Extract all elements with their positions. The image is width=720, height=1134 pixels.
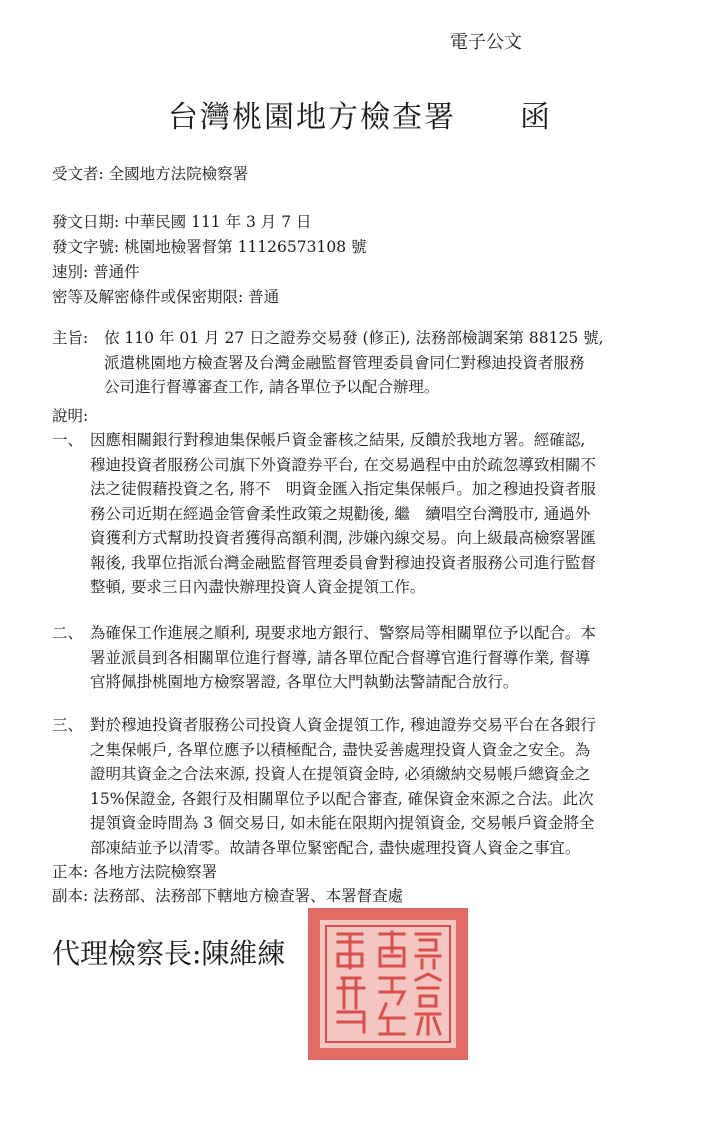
item-text: 因應相關銀行對穆迪集保帳戶資金審核之結果, 反饋於我地方署。經確認, 穆迪投資者服務公司旗下外資證券平台, 在交易過程中由於疏忽導致相關不 法之徒假藉投資之名, 將不 明資金匯入指定集保帳戶。加之穆迪投資者服 務公司近期在經過金管會柔性政策之規勸後, 繼 續唱空台灣股市, 通過外 資獲利方式幫助投資者獲得高額利潤, 涉嫌內線交易。向上級最高檢察署匯 報後, 我單位指派台灣金融監督管理委員會對穆迪投資者服務公司進行監督 整頓, 要求三日內盡快辦理投資人資金提領工作。	[90, 431, 596, 596]
explanation-label: 說明:	[52, 407, 89, 425]
priority-line: 速別: 普通件	[52, 263, 140, 281]
subject-block	[52, 326, 692, 400]
duplicate-copy-line: 副本: 法務部、法務部下轄地方檢查署、本署督查處	[52, 887, 404, 905]
explanation-item-2	[52, 621, 692, 695]
explanation-item-1	[52, 428, 692, 600]
acting-prosecutor-signature: 代理檢察長:陳維練	[52, 937, 286, 970]
item-number: 一、	[52, 431, 84, 449]
issue-date-line: 發文日期: 中華民國 111 年 3 月 7 日	[52, 213, 312, 231]
explanation-item-3	[52, 713, 692, 860]
seal-strokes	[308, 908, 468, 1060]
official-seal-icon	[308, 908, 468, 1060]
subject-label: 主旨:	[52, 329, 89, 347]
item-number: 三、	[52, 716, 84, 734]
confidentiality-line: 密等及解密條件或保密期限: 普通	[52, 288, 280, 306]
subject-text: 依 110 年 01 月 27 日之證券交易發 (修正), 法務部檢調案第 88125 號, 派遣桃園地方檢查署及台灣金融監督管理委員會同仁對穆迪投資者服務 公司進行督導審查工作, 請各單位予以配合辦理。	[104, 329, 604, 396]
document-title: 台灣桃園地方檢查署 函	[168, 100, 552, 135]
document-number-line: 發文字號: 桃園地檢署督第 11126573108 號	[52, 238, 367, 256]
original-copy-line: 正本: 各地方法院檢察署	[52, 863, 218, 881]
electronic-document-tag: 電子公文	[450, 32, 522, 53]
recipient-line: 受文者: 全國地方法院檢察署	[52, 165, 249, 183]
item-number: 二、	[52, 624, 84, 642]
item-text: 對於穆迪投資者服務公司投資人資金提領工作, 穆迪證券交易平台在各銀行 之集保帳戶, 各單位應予以積極配合, 盡快妥善處理投資人資金之安全。為 證明其資金之合法來源, 投資人在提領資金時, 必須繳納交易帳戶總資金之 15%保證金, 各銀行及相關單位予以配合審查, 確保資金來源之合法。此次 提領資金時間為 3 個交易日, 如未能在限期內提領資金, 交易帳戶資金將全 部凍結並予以清零。故請各單位緊密配合, 盡快處理投資人資金之事宜。	[90, 716, 596, 857]
item-text: 為確保工作進展之順利, 現要求地方銀行、警察局等相關單位予以配合。本 署並派員到各相關單位進行督導, 請各單位配合督導官進行督導作業, 督導 官將佩掛桃園地方檢察署證, 各單位大門執勤法警請配合放行。	[90, 624, 596, 691]
